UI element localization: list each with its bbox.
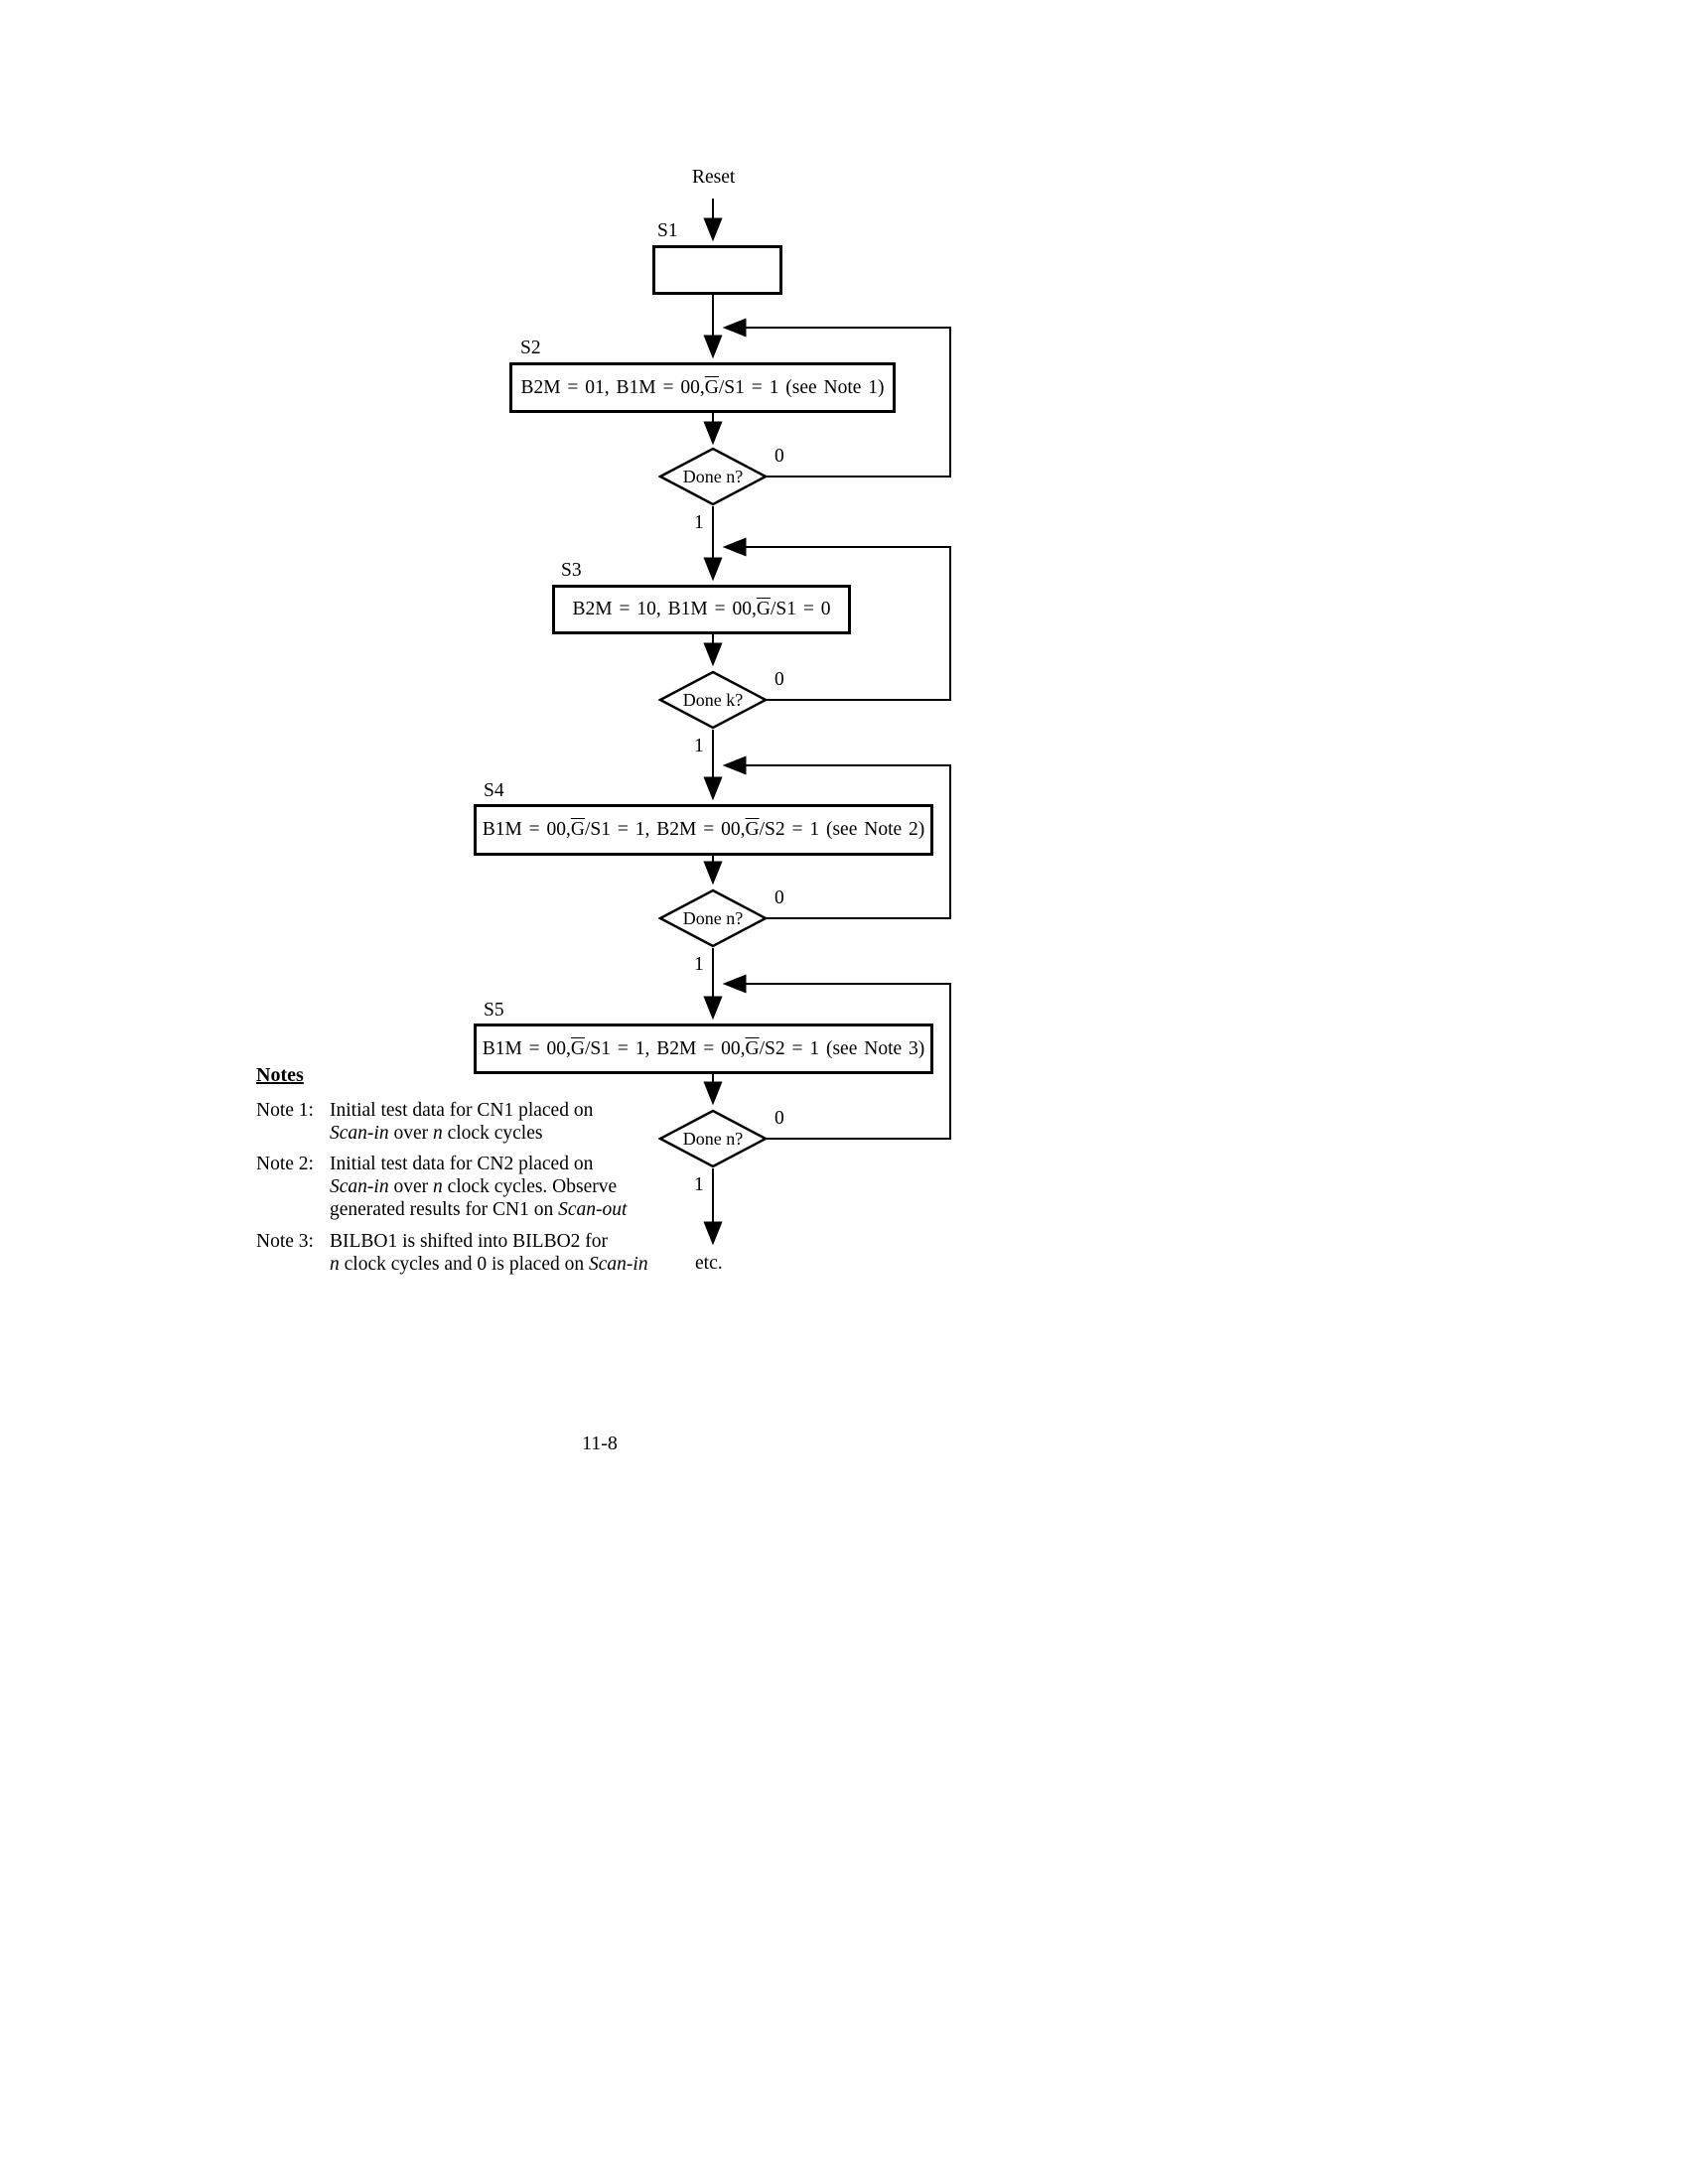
state-box-s3: B2M = 10, B1M = 00, $\overline{G}$ /S1 = 0 [552, 585, 851, 634]
state-box-s4: B1M = 00, $\overline{G}$ /S1 = 1, B2M = 00, $\overline{G}$ /S2 = 1 (see Note 2) [474, 804, 933, 856]
decision-label: Done n? [682, 466, 744, 486]
branch-yes-label-2: 1 [694, 736, 704, 756]
note-1-label: Note 1: [256, 1100, 314, 1121]
state-label-s5: S5 [484, 1000, 504, 1021]
branch-no-label-1: 0 [774, 446, 784, 467]
branch-no-label-3: 0 [774, 887, 784, 908]
decision-done-n-1 [658, 447, 768, 506]
page-number: 11-8 [582, 1433, 618, 1454]
state-box-s5: B1M = 00, $\overline{G}$ /S1 = 1, B2M = 00, $\overline{G}$ /S2 = 1 (see Note 3) [474, 1024, 933, 1074]
branch-yes-label-1: 1 [694, 512, 704, 533]
state-label-s4: S4 [484, 780, 504, 801]
note-1-text: Initial test data for CN1 placed on Scan-in over n clock cycles [330, 1100, 594, 1144]
decision-done-k [658, 670, 768, 730]
decision-done-n-2 [658, 888, 768, 948]
branch-no-label-4: 0 [774, 1108, 784, 1129]
state-label-s1: S1 [657, 220, 678, 241]
decision-label: Done n? [682, 907, 744, 928]
note-2-label: Note 2: [256, 1154, 314, 1174]
note-2 [256, 1154, 677, 1221]
branch-no-label-2: 0 [774, 669, 784, 690]
note-3 [256, 1231, 677, 1277]
notes-heading: Notes [256, 1064, 304, 1086]
reset-label: Reset [692, 167, 736, 188]
state-label-s2: S2 [520, 338, 541, 358]
state-label-s3: S3 [561, 560, 582, 581]
branch-yes-label-3: 1 [694, 954, 704, 975]
note-1 [256, 1100, 677, 1146]
note-2-text: Initial test data for CN2 placed on Scan-in over n clock cycles. Observe generated results for CN1 on Scan-out [330, 1154, 628, 1220]
state-box-s1 [652, 245, 782, 295]
state-box-s2: B2M = 01, B1M = 00, $\overline{G}$ /S1 = 1 (see Note 1) [509, 362, 896, 413]
decision-label: Done n? [682, 1128, 744, 1149]
note-3-text: BILBO1 is shifted into BILBO2 for n clock cycles and 0 is placed on Scan-in [330, 1231, 648, 1275]
etc-label: etc. [695, 1253, 723, 1274]
note-3-label: Note 3: [256, 1231, 314, 1252]
branch-yes-label-4: 1 [694, 1174, 704, 1195]
decision-label: Done k? [682, 689, 744, 710]
